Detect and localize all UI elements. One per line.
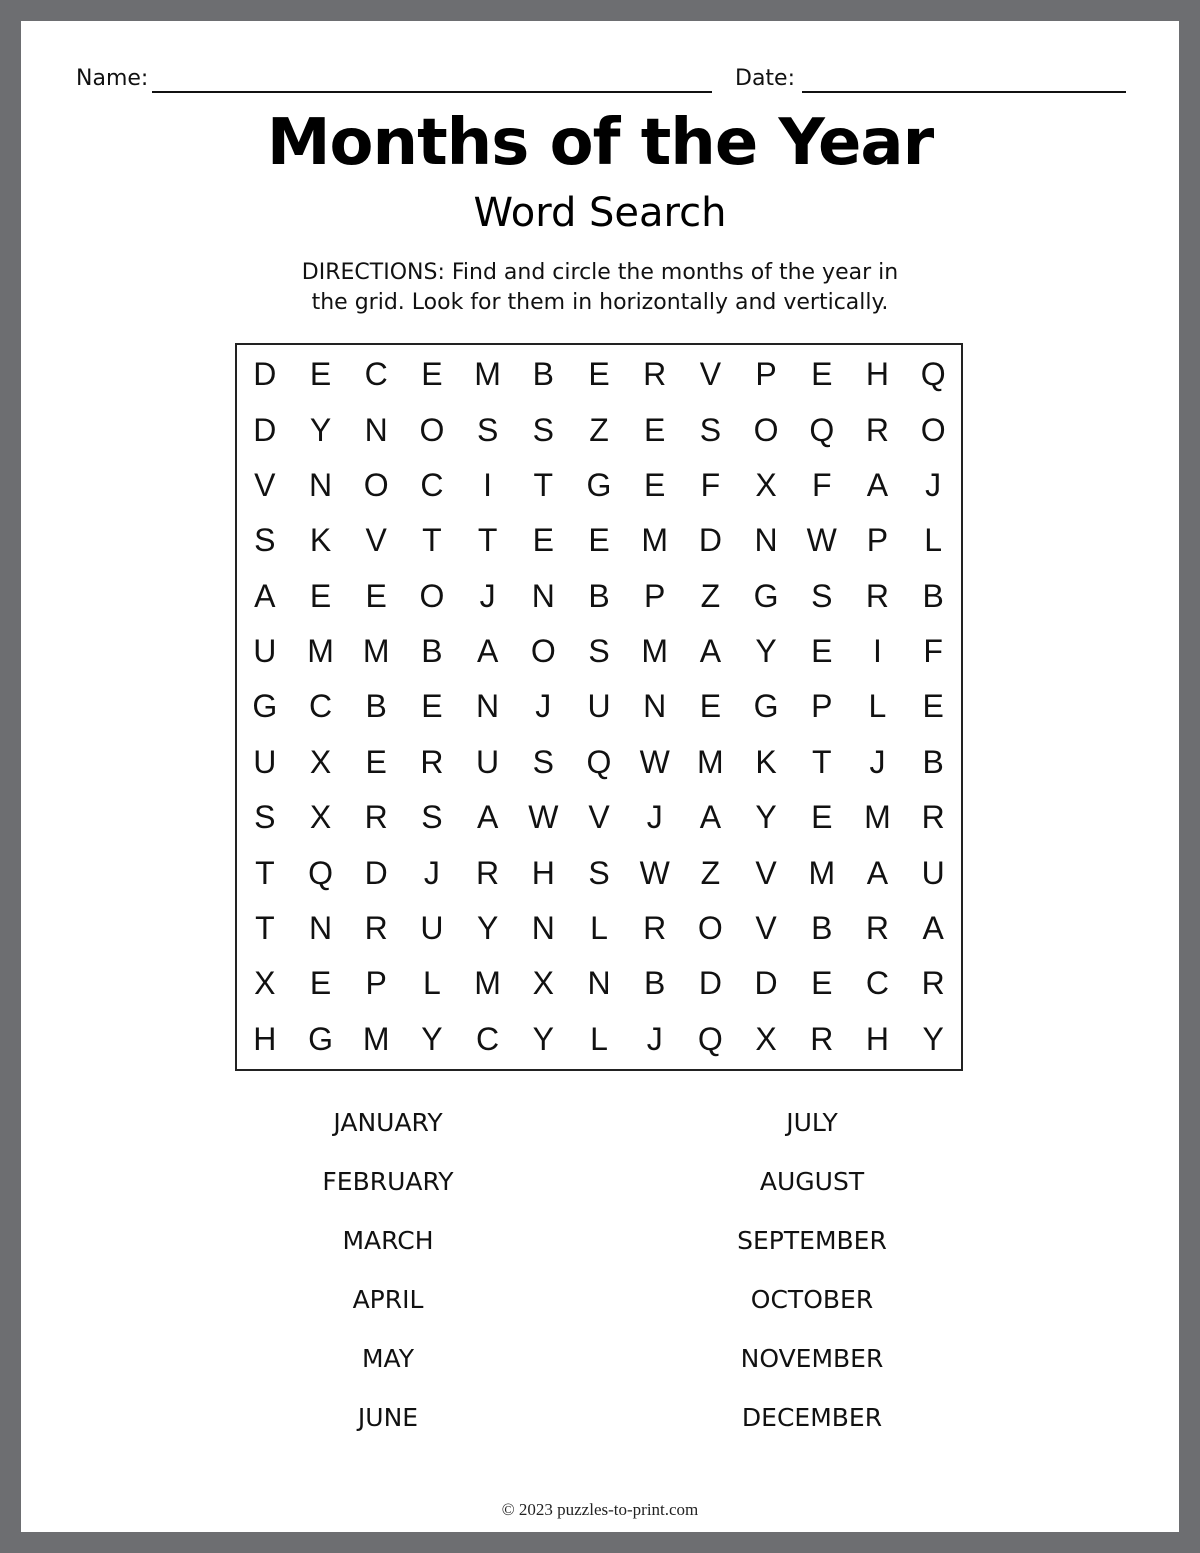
grid-cell[interactable]: F <box>700 466 721 503</box>
grid-cell[interactable]: X <box>254 965 276 1002</box>
grid-cell[interactable]: M <box>474 965 501 1002</box>
grid-cell[interactable]: U <box>476 743 500 780</box>
grid-cell[interactable]: V <box>755 910 777 947</box>
grid-cell[interactable]: J <box>423 854 440 891</box>
grid-cell[interactable]: J <box>869 743 886 780</box>
grid-cell[interactable]: X <box>755 1020 777 1057</box>
grid-cell[interactable]: G <box>308 1020 333 1057</box>
grid-cell[interactable]: D <box>253 411 277 448</box>
grid-cell[interactable]: H <box>531 854 555 891</box>
grid-cell[interactable]: Z <box>589 411 609 448</box>
grid-cell[interactable]: C <box>364 356 388 393</box>
grid-cell[interactable]: B <box>532 356 554 393</box>
grid-cell[interactable]: A <box>254 577 276 614</box>
grid-cell[interactable]: D <box>364 854 388 891</box>
grid-cell[interactable]: U <box>921 854 945 891</box>
grid-cell[interactable]: N <box>308 910 333 947</box>
grid-cell[interactable]: M <box>641 633 669 670</box>
grid-cell[interactable]: M <box>362 1020 390 1057</box>
grid-cell[interactable]: R <box>865 910 889 947</box>
grid-cell[interactable]: B <box>421 633 443 670</box>
grid-cell[interactable]: E <box>309 577 332 614</box>
grid-cell[interactable]: E <box>644 466 666 503</box>
grid-cell[interactable]: K <box>309 522 332 559</box>
grid-cell[interactable]: B <box>922 577 944 614</box>
grid-cell[interactable]: B <box>365 688 387 725</box>
grid-cell[interactable]: S <box>811 577 833 614</box>
grid-cell[interactable]: G <box>252 688 278 725</box>
word-list-item: APRIL <box>352 1285 424 1314</box>
grid-cell[interactable]: Y <box>309 411 332 448</box>
grid-cell[interactable]: C <box>308 688 333 725</box>
grid-cell[interactable]: L <box>590 910 608 947</box>
grid-cell[interactable]: C <box>476 1020 500 1057</box>
grid-cell[interactable]: M <box>697 743 724 780</box>
grid-cell[interactable]: L <box>590 1020 608 1057</box>
grid-cell[interactable]: H <box>865 356 889 393</box>
grid-cell[interactable]: J <box>646 799 663 836</box>
grid-cell[interactable]: T <box>811 743 832 780</box>
grid-cell[interactable]: I <box>483 466 493 503</box>
grid-cell[interactable]: U <box>587 688 611 725</box>
grid-cell[interactable]: B <box>644 965 666 1002</box>
grid-cell[interactable]: A <box>699 633 722 670</box>
grid-cell[interactable]: R <box>420 743 444 780</box>
grid-cell[interactable]: J <box>646 1020 663 1057</box>
grid-cell[interactable]: W <box>528 799 559 836</box>
grid-cell[interactable]: Y <box>755 799 777 836</box>
grid-cell[interactable]: V <box>254 466 276 503</box>
grid-cell[interactable]: D <box>698 965 722 1002</box>
grid-cell[interactable]: P <box>866 522 889 559</box>
grid-cell[interactable]: V <box>588 799 610 836</box>
grid-cell[interactable]: S <box>421 799 443 836</box>
word-list-item: NOVEMBER <box>740 1344 884 1373</box>
grid-cell[interactable]: E <box>309 356 332 393</box>
grid-cell[interactable]: U <box>253 743 277 780</box>
grid-cell[interactable]: A <box>699 799 722 836</box>
grid-cell[interactable]: T <box>255 910 275 947</box>
date-line <box>802 91 1126 93</box>
grid-cell[interactable]: H <box>865 1020 889 1057</box>
grid-cell[interactable]: E <box>421 688 443 725</box>
grid-cell[interactable]: E <box>811 799 833 836</box>
grid-cell[interactable]: R <box>865 411 889 448</box>
grid-cell[interactable]: Y <box>476 910 499 947</box>
grid-cell[interactable]: D <box>698 522 722 559</box>
grid-cell[interactable]: M <box>474 356 501 393</box>
grid-cell[interactable]: X <box>755 466 777 503</box>
grid-cell[interactable]: C <box>420 466 444 503</box>
grid-cell[interactable]: U <box>253 633 277 670</box>
grid-cell[interactable]: W <box>639 854 670 891</box>
grid-cell[interactable]: E <box>811 965 833 1002</box>
grid-cell[interactable]: E <box>811 633 833 670</box>
name-label: Name: <box>76 66 149 91</box>
grid-cell[interactable]: R <box>865 577 889 614</box>
grid-cell[interactable]: D <box>754 965 778 1002</box>
grid-cell[interactable]: S <box>532 411 554 448</box>
word-list-item: OCTOBER <box>750 1285 874 1314</box>
grid-cell[interactable]: N <box>476 688 500 725</box>
grid-cell[interactable]: F <box>923 633 943 670</box>
grid-cell[interactable]: M <box>307 633 334 670</box>
grid-cell[interactable]: C <box>865 965 889 1002</box>
grid-cell[interactable]: S <box>588 854 610 891</box>
grid-cell[interactable]: W <box>639 743 670 780</box>
grid-cell[interactable]: X <box>309 743 332 780</box>
grid-cell[interactable]: J <box>925 466 942 503</box>
grid-cell[interactable]: E <box>532 522 554 559</box>
word-list-right <box>662 1108 962 1462</box>
grid-cell[interactable]: N <box>754 522 778 559</box>
grid-cell[interactable]: K <box>755 743 777 780</box>
grid-cell[interactable]: X <box>309 799 332 836</box>
grid-cell[interactable]: E <box>588 522 610 559</box>
word-list-item: JANUARY <box>333 1108 443 1137</box>
grid-cell[interactable]: L <box>924 522 943 559</box>
grid-cell[interactable]: S <box>699 411 722 448</box>
word-list-item: SEPTEMBER <box>737 1226 887 1255</box>
grid-cell[interactable]: N <box>364 411 388 448</box>
grid-cell[interactable]: G <box>586 466 612 503</box>
grid-cell[interactable]: A <box>476 633 499 670</box>
grid-cell[interactable]: E <box>365 577 387 614</box>
grid-cell[interactable]: Z <box>700 577 721 614</box>
grid-cell[interactable]: E <box>922 688 944 725</box>
grid-cell[interactable]: R <box>476 854 500 891</box>
page-title: Months of the Year <box>266 106 934 180</box>
grid-cell[interactable]: Y <box>922 1020 944 1057</box>
grid-cell[interactable]: Y <box>532 1020 554 1057</box>
grid-cell[interactable]: S <box>254 522 276 559</box>
grid-cell[interactable]: V <box>755 854 777 891</box>
grid-cell[interactable]: R <box>643 910 667 947</box>
grid-cell[interactable]: O <box>419 577 445 614</box>
word-list-item: JUNE <box>357 1403 419 1432</box>
grid-cell[interactable]: E <box>811 356 833 393</box>
grid-cell[interactable]: V <box>699 356 722 393</box>
grid-cell[interactable]: J <box>535 688 552 725</box>
word-list-item: AUGUST <box>759 1167 865 1196</box>
grid-cell[interactable]: N <box>587 965 611 1002</box>
grid-cell[interactable]: Q <box>809 411 835 448</box>
grid-cell[interactable]: V <box>365 522 387 559</box>
word-search-grid <box>235 343 963 1071</box>
grid-cell[interactable]: O <box>697 910 723 947</box>
grid-cell[interactable]: E <box>421 356 443 393</box>
directions <box>0 258 1200 318</box>
grid-cell[interactable]: S <box>588 633 610 670</box>
grid-cell[interactable]: H <box>253 1020 277 1057</box>
grid-cell[interactable]: R <box>643 356 667 393</box>
grid-cell[interactable]: T <box>533 466 554 503</box>
grid-cell[interactable]: J <box>479 577 496 614</box>
grid-cell[interactable]: D <box>253 356 277 393</box>
date-label: Date: <box>735 66 795 91</box>
word-list-left <box>238 1108 538 1462</box>
grid-cell[interactable]: E <box>699 688 722 725</box>
copyright-footer: © 2023 puzzles-to-print.com <box>501 1500 699 1519</box>
grid-cell[interactable]: R <box>921 965 945 1002</box>
grid-cell[interactable]: E <box>588 356 610 393</box>
word-list-item: JULY <box>786 1108 838 1137</box>
grid-cell[interactable]: P <box>755 356 777 393</box>
grid-cell[interactable]: O <box>530 633 556 670</box>
grid-cell[interactable]: Q <box>308 854 333 891</box>
directions-line: the grid. Look for them in horizontally and vertically. <box>311 290 889 315</box>
grid-cell[interactable]: Y <box>421 1020 443 1057</box>
grid-cell[interactable]: O <box>419 411 445 448</box>
word-list-item: MARCH <box>342 1226 434 1255</box>
page-subtitle: Word Search <box>473 190 727 236</box>
grid-cell[interactable]: A <box>866 466 889 503</box>
grid-cell[interactable]: E <box>365 743 387 780</box>
grid-cell[interactable]: M <box>362 633 390 670</box>
grid-cell[interactable]: E <box>309 965 332 1002</box>
directions-line: DIRECTIONS: Find and circle the months of the year in <box>301 260 899 285</box>
grid-cell[interactable]: T <box>422 522 442 559</box>
grid-cell[interactable]: A <box>476 799 499 836</box>
grid-cell[interactable]: G <box>753 577 779 614</box>
grid-cell[interactable]: N <box>308 466 333 503</box>
grid-cell[interactable]: S <box>532 743 554 780</box>
grid-cell[interactable]: W <box>806 522 837 559</box>
grid-cell[interactable]: R <box>921 799 945 836</box>
grid-cell[interactable]: N <box>531 910 555 947</box>
grid-cell[interactable]: Q <box>920 356 946 393</box>
grid-cell[interactable]: R <box>364 910 388 947</box>
grid-cell[interactable]: Z <box>700 854 721 891</box>
grid-cell[interactable]: N <box>643 688 667 725</box>
grid-cell[interactable]: I <box>873 633 882 670</box>
grid-cell[interactable]: G <box>753 688 779 725</box>
grid-cell[interactable]: E <box>644 411 666 448</box>
grid-cell[interactable]: A <box>922 910 944 947</box>
grid-cell[interactable]: Q <box>586 743 612 780</box>
grid-cell[interactable]: Q <box>697 1020 723 1057</box>
grid-cell[interactable]: P <box>644 577 666 614</box>
grid-cell[interactable]: T <box>477 522 498 559</box>
grid-cell[interactable]: A <box>866 854 889 891</box>
grid-cell[interactable]: O <box>753 411 779 448</box>
grid-cell[interactable]: L <box>868 688 887 725</box>
grid-cell[interactable]: X <box>532 965 554 1002</box>
grid-cell[interactable]: P <box>365 965 387 1002</box>
grid-cell[interactable]: P <box>811 688 833 725</box>
word-list-item: MAY <box>361 1344 414 1373</box>
name-line <box>152 91 712 93</box>
grid-cell[interactable]: F <box>811 466 832 503</box>
grid-cell[interactable]: B <box>588 577 610 614</box>
grid-cell[interactable]: T <box>255 854 275 891</box>
grid-cell[interactable]: R <box>364 799 388 836</box>
grid-cell[interactable]: M <box>864 799 891 836</box>
grid-cell[interactable]: B <box>811 910 833 947</box>
grid-cell[interactable]: O <box>363 466 389 503</box>
grid-cell[interactable]: O <box>920 411 946 448</box>
grid-cell[interactable]: N <box>531 577 555 614</box>
grid-cell[interactable]: U <box>420 910 444 947</box>
grid-cell[interactable]: B <box>922 743 944 780</box>
grid-cell[interactable]: M <box>641 522 669 559</box>
grid-cell[interactable]: S <box>254 799 276 836</box>
grid-cell[interactable]: L <box>423 965 441 1002</box>
grid-cell[interactable]: S <box>476 411 499 448</box>
grid-cell[interactable]: Y <box>755 633 777 670</box>
word-list-item: DECEMBER <box>741 1403 883 1432</box>
word-list-item: FEBRUARY <box>322 1167 454 1196</box>
grid-cell[interactable]: M <box>808 854 836 891</box>
grid-cell[interactable]: R <box>810 1020 834 1057</box>
